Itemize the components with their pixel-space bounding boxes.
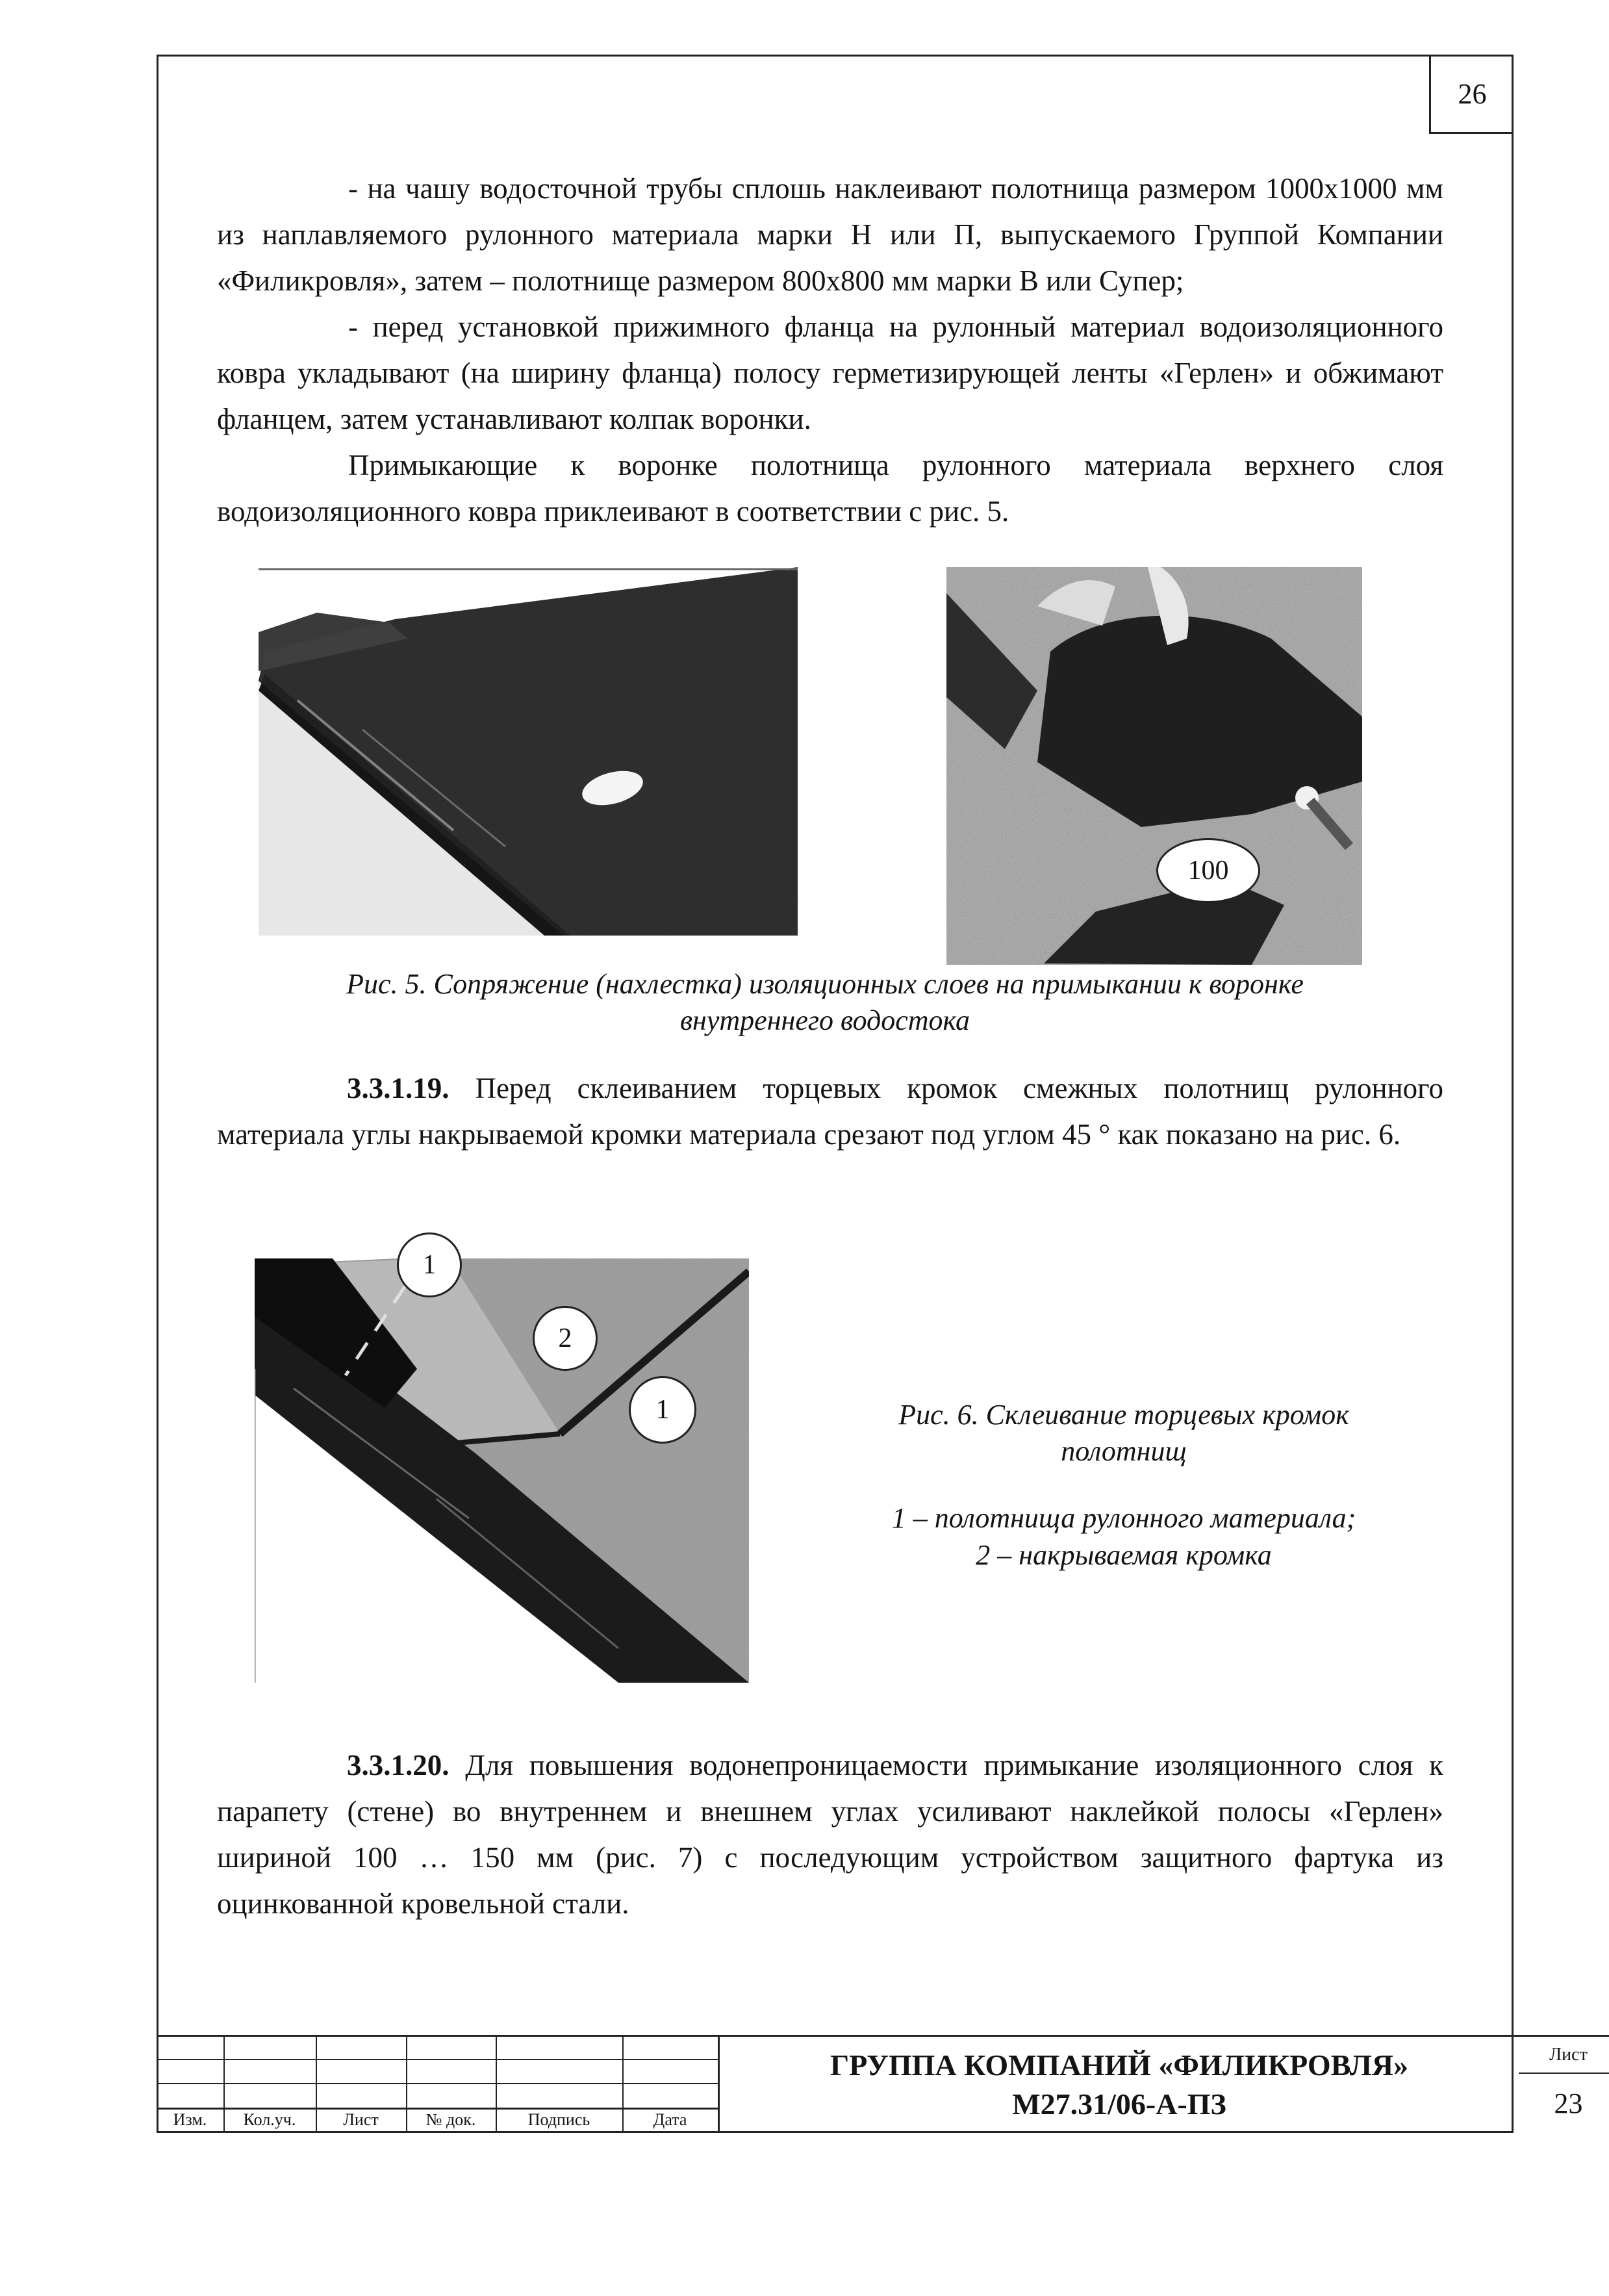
label-signature: Подпись (527, 2110, 590, 2129)
company-block (718, 2035, 1519, 2132)
figure6-callout-1-right: 1 (629, 1376, 696, 1444)
revision-grid (157, 2035, 718, 2132)
figure6-legend-line2: 2 – накрываемая кромка (976, 1539, 1272, 1571)
label-izm: Изм. (173, 2110, 207, 2129)
sheet-number: 23 (1554, 2087, 1583, 2119)
figure5-photo-right (946, 567, 1362, 965)
title-block (157, 2035, 1588, 2132)
clause-text-20: Для повышения водонепроницаемости примыкание изоляционного слоя к парапету (стене) во внутреннем и внешнем углах усиливают наклейкой полосы «Герлен» шириной 100 … 150 мм (рис. 7) с последующим устройством защитного фартука из оцинкованной кровельной стали. (217, 1749, 1443, 1920)
figure5-callout-100: 100 (1156, 838, 1260, 903)
figure6-legend-line1: 1 – полотнища рулонного материала; (891, 1502, 1356, 1534)
figure6-caption-line2: полотнищ (1061, 1435, 1187, 1467)
figure6-callout-2: 2 (533, 1306, 598, 1371)
sheet-cell (1519, 2035, 1609, 2132)
paragraph-adjoining: Примыкающие к воронке полотнища рулонного материала верхнего слоя водоизоляционного ковра приклеивают в соответствии с рис. 5. (217, 449, 1443, 528)
figure6-photo (255, 1258, 749, 1683)
label-doc-no: № док. (425, 2110, 476, 2129)
clause-number-20: 3.3.1.20. (347, 1749, 450, 1781)
paragraph-3-3-1-19 (217, 1065, 1443, 1158)
clause-number-19: 3.3.1.19. (347, 1072, 450, 1104)
figure5-caption-line2: внутреннего водостока (679, 1004, 970, 1036)
sheet-label: Лист (1519, 2035, 1609, 2074)
frame-bottom-line (157, 2131, 1514, 2133)
figure6-callout-1-top: 1 (397, 1232, 462, 1297)
paragraph-3-3-1-20 (217, 1742, 1443, 1927)
label-kol-uch: Кол.уч. (243, 2110, 296, 2129)
paragraph-bowl: - на чашу водосточной трубы сплошь наклеивают полотнища размером 1000х1000 мм из наплавляемого рулонного материала марки Н или П, выпускаемого Группой Компании «Филикровля», затем – полотнище размером 800х800 мм марки В или Супер; (217, 172, 1443, 297)
figure6-caption-line1: Рис. 6. Склеивание торцевых кромок (898, 1399, 1349, 1431)
company-name: ГРУППА КОМПАНИЙ «ФИЛИКРОВЛЯ» (830, 2048, 1409, 2082)
clause-text-19: Перед склеиванием торцевых кромок смежных полотнищ рулонного материала углы накрываемой кромки материала срезают под углом 45 ° как показано на рис. 6. (217, 1072, 1443, 1151)
label-date: Дата (653, 2110, 687, 2129)
figure5-caption-line1: Рис. 5. Сопряжение (нахлестка) изоляционных слоев на примыкании к воронке (346, 968, 1304, 1000)
top-sheet-number: 26 (1429, 56, 1514, 134)
paragraph-flange: - перед установкой прижимного фланца на рулонный материал водоизоляционного ковра укладывают (на ширину фланца) полосу герметизирующей ленты «Герлен» и обжимают фланцем, затем устанавливают колпак воронки. (217, 311, 1443, 435)
document-code: М27.31/06-А-ПЗ (1012, 2087, 1226, 2121)
label-list: Лист (343, 2110, 379, 2129)
figure5-photo-left (259, 567, 798, 936)
